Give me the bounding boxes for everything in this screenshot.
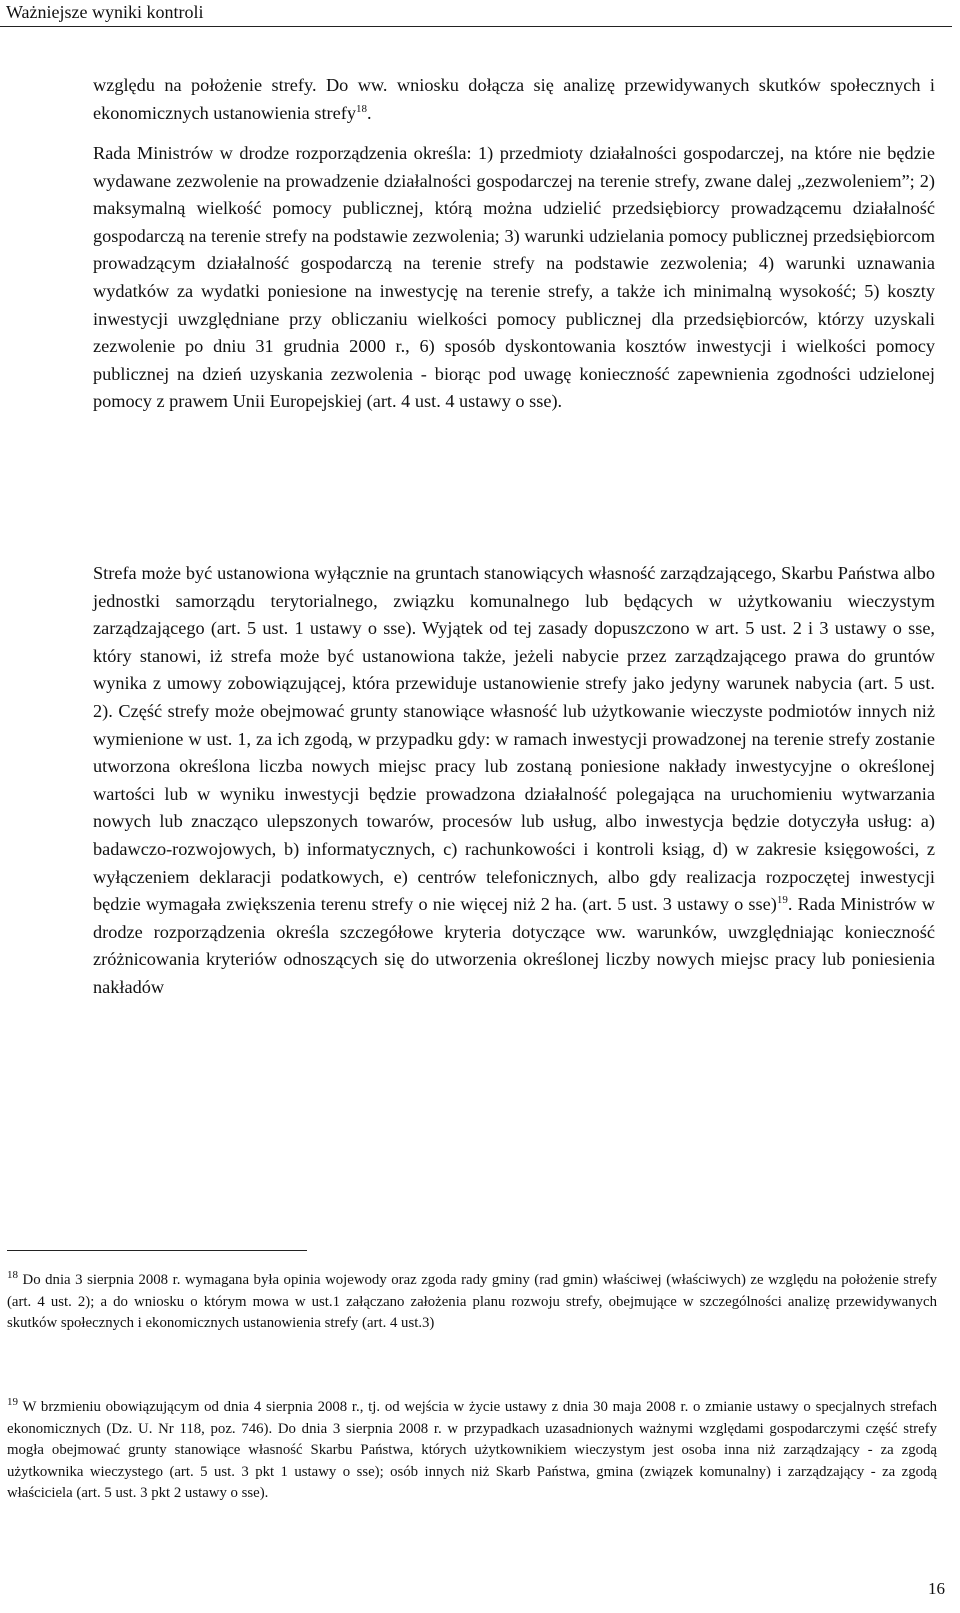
footnote-19-number: 19 bbox=[7, 1396, 18, 1409]
footnote-19 bbox=[7, 1397, 937, 1505]
paragraph-1-text: względu na położenie strefy. Do ww. wniosku dołącza się analizę przewidywanych skutków społecznych i ekonomicznych ustanowienia strefy bbox=[93, 75, 935, 123]
paragraph-1-tail: . bbox=[366, 102, 372, 123]
paragraph-2-text: Rada Ministrów w drodze rozporządzenia określa: 1) przedmioty działalności gospodarczej, na które nie będzie wydawane zezwolenie na prowadzenie działalności gospodarczej na terenie strefy, zwane dalej „zezwoleniem”; 2) maksymalną wielkość pomocy publicznej, którą można udzielić przedsiębiorcy prowadzącemu działalność gospodarczą na terenie strefy na podstawie zezwolenia; 3) warunki udzielania pomocy publicznej przedsiębiorcom prowadzącym działalność gospodarczą na terenie strefy na podstawie zezwolenia; 4) warunki uznawania wydatków za wydatki poniesione na inwestycję na terenie strefy, a także ich minimalną wysokość; 5) koszty inwestycji uwzględniane przy obliczaniu wielkości pomocy publicznej dla przedsiębiorców, którzy uzyskali zezwolenie po dniu 31 grudnia 2000 r., 6) sposób dyskontowania kosztów inwestycji i wielkości pomocy publicznej na dzień uzyskania zezwolenia - biorąc pod uwagę konieczność zapewnienia zgodności udzielonej pomocy z prawem Unii Europejskiej (art. 4 ust. 4 ustawy o sse). bbox=[93, 143, 935, 412]
footnote-separator bbox=[7, 1250, 307, 1251]
footnote-19-text: W brzmieniu obowiązującym od dnia 4 sierpnia 2008 r., tj. od wejścia w życie ustawy z dnia 30 maja 2008 r. o zmianie ustawy o specjalnych strefach ekonomicznych (Dz. U. Nr 118, poz. 746). Do dnia 3 sierpnia 2008 r. w przypadkach uzasadnionych ważnymi względami gospodarczymi część strefy mogła obejmować grunty stanowiące własność Skarbu Państwa, których użytkownikiem wieczystym jest osoba inna niż zarządzający - za zgodą użytkownika wieczystego (art. 5 ust. 3 pkt 1 ustawy o sse); osób innych niż Skarb Państwa, gmina (związek komunalny) i zarządzający - za zgodą właściciela (art. 5 ust. 3 pkt 2 ustawy o sse). bbox=[7, 1399, 937, 1501]
running-header: Ważniejsze wyniki kontroli bbox=[6, 2, 204, 22]
paragraph-3-text: Strefa może być ustanowiona wyłącznie na gruntach stanowiących własność zarządzającego, Skarbu Państwa albo jednostki samorządu terytorialnego, związku komunalnego lub będących w użytkowaniu wieczystym zarządzającego (art. 5 ust. 1 ustawy o sse). Wyjątek od tej zasady dopuszczono w art. 5 ust. 2 i 3 ustawy o sse, który stanowi, iż strefa może być ustanowiona także, jeżeli nabycie przez zarządzającego prawa do gruntów wynika z umowy zobowiązującej, która przewiduje ustanowienie strefy jako jedyny warunek nabycia (art. 5 ust. 2). Część strefy może obejmować grunty stanowiące własność lub użytkowanie wieczyste podmiotów innych niż wymienione w ust. 1, za ich zgodą, w przypadku gdy: w ramach inwestycji prowadzonej na terenie strefy zostanie utworzona określona liczba nowych miejsc pracy lub zostaną poniesione nakłady inwestycyjne o określonej wartości lub w wyniku inwestycji będzie prowadzona działalność polegająca na uruchomieniu wytwarzania nowych lub znacząco ulepszonych towarów, procesów lub usług, albo inwestycja będzie dotyczyła usług: a) badawczo-rozwojowych, b) informatycznych, c) rachunkowości i kontroli ksiąg, d) w zakresie księgowości, z wyłączeniem deklaracji podatkowych, e) centrów telefonicznych, albo gdy realizacja rozpoczętej inwestycji będzie wymagała zwiększenia terenu strefy o nie więcej niż 2 ha. (art. 5 ust. 3 ustawy o sse) bbox=[93, 563, 935, 915]
paragraph-3-tail: . Rada Ministrów w drodze rozporządzenia określa szczegółowe kryteria dotyczące ww. warunków, uwzględniając konieczność zróżnicowania kryteriów odnoszących się do utworzenia określonej liczby nowych miejsc pracy lub poniesienia nakładów bbox=[93, 894, 935, 997]
footnote-18-text: Do dnia 3 sierpnia 2008 r. wymagana była opinia wojewody oraz zgoda rady gminy (rad gmin) właściwej (właściwych) ze względu na położenie strefy (art. 4 ust. 2); a do wniosku o którym mowa w ust.1 załączano założenia planu rozwoju strefy, obejmujące w szczególności analizę przewidywanych skutków społecznych i ekonomicznych ustanowienia strefy (art. 4 ust.3) bbox=[7, 1272, 937, 1331]
paragraph-1 bbox=[93, 72, 935, 127]
footnote-18 bbox=[7, 1270, 937, 1335]
footnote-ref-18[interactable]: 18 bbox=[355, 102, 367, 115]
paragraph-2 bbox=[93, 140, 935, 416]
paragraph-3 bbox=[93, 560, 935, 1002]
footnote-ref-19[interactable]: 19 bbox=[776, 894, 788, 907]
header-rule bbox=[0, 26, 952, 27]
footnote-18-number: 18 bbox=[7, 1269, 18, 1282]
page-number: 16 bbox=[928, 1579, 945, 1598]
